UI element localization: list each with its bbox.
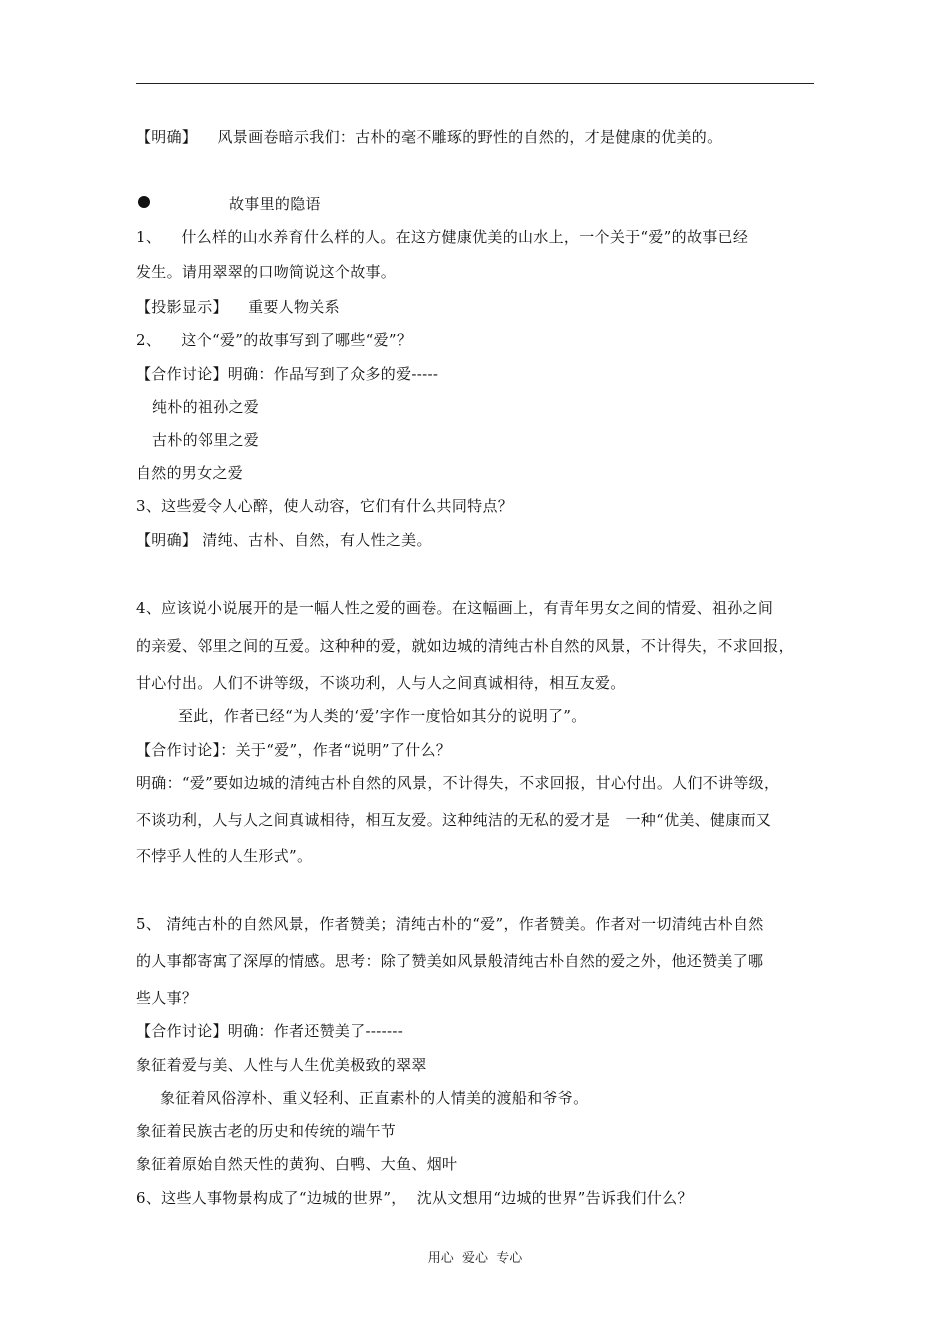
text-line: 象征着民族古老的历史和传统的端午节: [136, 1122, 397, 1140]
text-line: 1、 什么样的山水养育什么样的人。在这方健康优美的山水上，一个关于“爱”的故事已经: [136, 228, 749, 246]
text-line: 【投影显示】 重要人物关系: [136, 298, 340, 316]
text-line: 的亲爱、邻里之间的互爱。这种种的爱，就如边城的清纯古朴自然的风景，不计得失，不求回报，: [136, 637, 794, 655]
text-line: 不谈功利，人与人之间真诚相待，相互友爱。这种纯洁的无私的爱才是 一种“优美、健康而又: [136, 811, 772, 829]
text-line: 6、这些人事物景构成了“边城的世界”， 沈从文想用“边城的世界”告诉我们什么？: [136, 1189, 693, 1207]
text-line: 故事里的隐语: [229, 195, 321, 213]
text-line: 自然的男女之爱: [136, 464, 244, 482]
text-line: 2、 这个“爱”的故事写到了哪些“爱”？: [136, 331, 413, 349]
text-line: 明确：“爱”要如边城的清纯古朴自然的风景，不计得失，不求回报，甘心付出。人们不讲等级，: [136, 774, 780, 792]
text-line: 发生。请用翠翠的口吻简说这个故事。: [136, 263, 397, 281]
text-line: 4、应该说小说展开的是一幅人性之爱的画卷。在这幅画上，有青年男女之间的情爱、祖孙之间: [136, 599, 774, 617]
text-line: 【明确】 清纯、古朴、自然，有人性之美。: [136, 531, 432, 549]
text-line: 的人事都寄寓了深厚的情感。思考：除了赞美如风景般清纯古朴自然的爱之外，他还赞美了哪: [136, 952, 764, 970]
text-line: 3、这些爱令人心醉，使人动容，它们有什么共同特点？: [136, 497, 514, 515]
text-line: 古朴的邻里之爱: [152, 431, 260, 449]
text-line: 【合作讨论】明确：作品写到了众多的爱-----: [136, 365, 439, 383]
text-line: 些人事？: [136, 989, 198, 1007]
text-line: 象征着原始自然天性的黄狗、白鸭、大鱼、烟叶: [136, 1155, 458, 1173]
text-line: 5、 清纯古朴的自然风景，作者赞美；清纯古朴的“爱”，作者赞美。作者对一切清纯古朴自然: [136, 915, 764, 933]
text-line: 至此，作者已经“为人类的‘爱’字作一度恰如其分的说明了”。: [178, 707, 587, 725]
bullet-icon: [138, 196, 150, 208]
text-line: 不悖乎人性的人生形式”。: [136, 847, 313, 865]
text-line: 【合作讨论】明确：作者还赞美了-------: [136, 1022, 404, 1040]
text-line: 纯朴的祖孙之爱: [152, 398, 260, 416]
text-line: 甘心付出。人们不讲等级，不谈功利，人与人之间真诚相待，相互友爱。: [136, 674, 626, 692]
page-footer: 用心 爱心 专心: [427, 1251, 523, 1266]
text-line: 【合作讨论】：关于“爱”，作者“说明”了什么？: [136, 741, 452, 759]
text-line: 象征着风俗淳朴、重义轻利、正直素朴的人情美的渡船和爷爷。: [160, 1089, 589, 1107]
text-line: 【明确】 风景画卷暗示我们：古朴的毫不雕琢的野性的自然的，才是健康的优美的。: [136, 128, 723, 146]
text-line: 象征着爱与美、人性与人生优美极致的翠翠: [136, 1056, 427, 1074]
header-rule: [136, 83, 814, 84]
